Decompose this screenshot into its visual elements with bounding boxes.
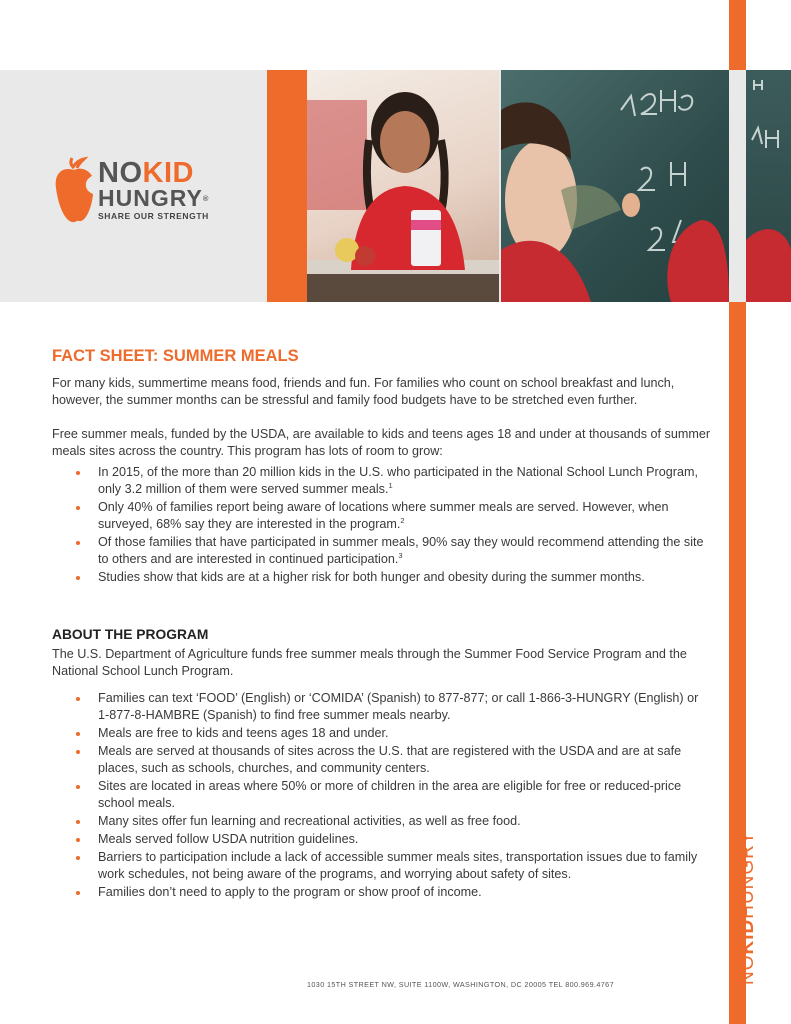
logo-tagline: SHARE OUR STRENGTH xyxy=(98,211,209,221)
footnote-marker[interactable]: 2 xyxy=(400,516,405,525)
chalkboard-classroom-photo xyxy=(501,70,729,302)
side-brand-no: NO xyxy=(737,954,758,985)
about-bullet-item: Meals served follow USDA nutrition guidelines. xyxy=(98,831,712,848)
no-kid-hungry-logo[interactable] xyxy=(52,154,242,228)
fact-sheet-title: FACT SHEET: SUMMER MEALS xyxy=(52,347,299,365)
logo-hungry: HUNGRY xyxy=(98,185,203,211)
logo-kid: KID xyxy=(142,157,194,189)
about-bullet-item: Many sites offer fun learning and recreational activities, as well as free food. xyxy=(98,813,712,830)
fact-bullet-item xyxy=(98,534,712,568)
about-bullet-item: Sites are located in areas where 50% or more of children in the area are eligible for free or reduced-price school meals. xyxy=(98,778,712,812)
intro-paragraph-2: Free summer meals, funded by the USDA, are available to kids and teens ages 18 and under at thousands of summer meals sites across the country. This program has lots of room to grow: xyxy=(52,427,711,458)
logo-text xyxy=(98,157,210,222)
fact-sheet-content xyxy=(52,346,712,902)
intro-paragraph-1: For many kids, summertime means food, friends and fun. For families who count on school breakfast and lunch, however, the summer months can be stressful and family food budgets have to be stretched even further. xyxy=(52,376,675,407)
side-brand-kid: KID xyxy=(737,918,758,955)
fact-bullet-item xyxy=(98,569,712,586)
fact-bullet-text: In 2015, of the more than 20 million kids in the U.S. who participated in the National School Lunch Program, only 3.2 million of them were served summer meals. xyxy=(98,465,698,496)
header-orange-strip xyxy=(267,70,307,302)
header-banner xyxy=(0,70,791,302)
about-bullet-item: Families can text ‘FOOD’ (English) or ‘COMIDA’ (Spanish) to 877-877; or call 1-866-3-HUNGRY (English) or 1-877-8-HAMBRE (Spanish) to find free summer meals nearby. xyxy=(98,690,712,724)
footnote-marker[interactable]: 3 xyxy=(398,551,403,560)
fact-bullet-item xyxy=(98,464,712,498)
about-bullet-item: Families don’t need to apply to the program or show proof of income. xyxy=(98,884,712,901)
footnote-marker[interactable]: 1 xyxy=(388,481,393,490)
fact-bullet-text: Studies show that kids are at a higher risk for both hunger and obesity during the summer months. xyxy=(98,570,645,584)
about-heading: ABOUT THE PROGRAM xyxy=(52,627,209,642)
about-bullet-item: Meals are free to kids and teens ages 18 and under. xyxy=(98,725,712,742)
logo-no: NO xyxy=(98,157,143,189)
girl-smiling-photo xyxy=(307,70,499,302)
side-brand-wordmark xyxy=(737,831,759,985)
apple-icon xyxy=(52,154,96,226)
about-bullet-item: Barriers to participation include a lack of accessible summer meals sites, transportation issues due to family work schedules, not being aware of the programs, and worrying about safety of sites. xyxy=(98,849,712,883)
chalkboard-side-photo xyxy=(746,70,791,302)
about-bullet-item: Meals are served at thousands of sites across the U.S. that are registered with the USDA and are at safe places, such as schools, churches, and community centers. xyxy=(98,743,712,777)
side-brand-hungry: HUNGRY xyxy=(737,830,758,919)
fact-bullet-list xyxy=(52,464,712,586)
fact-bullet-text: Only 40% of families report being aware of locations where summer meals are served. However, when surveyed, 68% say they are interested in the program. xyxy=(98,500,669,531)
about-intro: The U.S. Department of Agriculture funds free summer meals through the Summer Food Service Program and the National School Lunch Program. xyxy=(52,647,687,678)
footer-address: 1030 15TH STREET NW, SUITE 1100W, WASHINGTON, DC 20005 TEL 800.969.4767 xyxy=(307,980,614,989)
fact-bullet-text: Of those families that have participated in summer meals, 90% say they would recommend attending the site to others and are interested in continued participation. xyxy=(98,535,704,566)
fact-bullet-item xyxy=(98,499,712,533)
about-bullet-list xyxy=(52,690,712,901)
registered-mark: ® xyxy=(202,194,210,203)
